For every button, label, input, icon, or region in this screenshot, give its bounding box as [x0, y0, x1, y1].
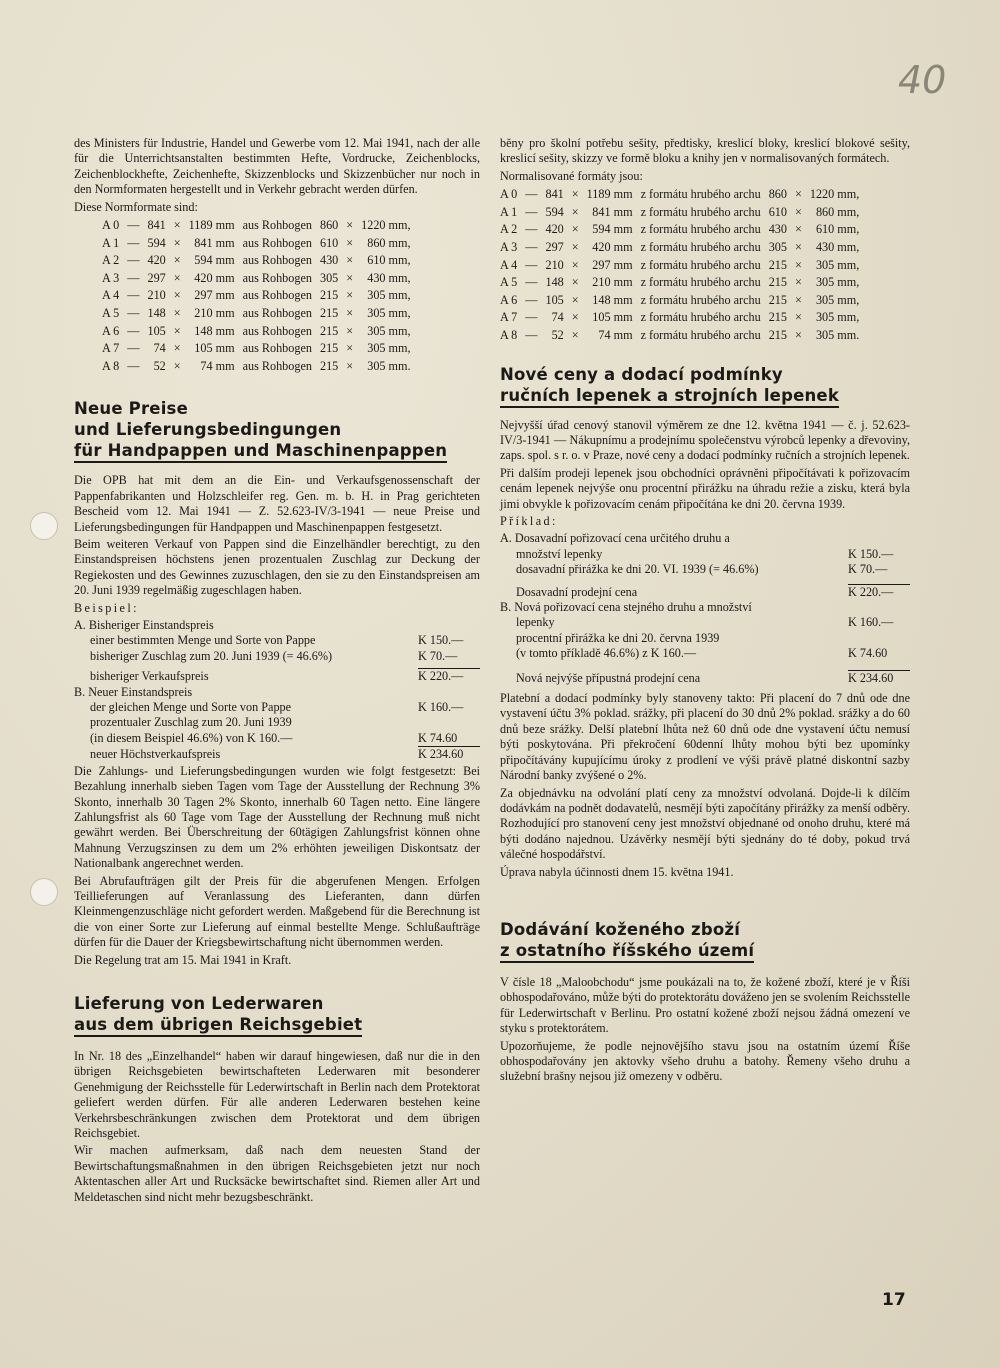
- sheet-width: 860: [319, 218, 339, 233]
- calc-label: procentní přirážka ke dni 20. června 1939: [516, 630, 720, 645]
- times-sign: ×: [571, 257, 579, 272]
- format-height: 297 mm: [194, 288, 235, 303]
- format-source: aus Rohbogen: [242, 358, 312, 373]
- times-sign: ×: [571, 187, 579, 202]
- times-sign: ×: [346, 253, 354, 268]
- format-name: A 3: [102, 270, 120, 285]
- example-label: Beispiel:: [74, 600, 139, 615]
- sheet-width: 305: [768, 240, 787, 254]
- format-dash: —: [127, 341, 140, 356]
- times-sign: ×: [571, 222, 579, 237]
- sheet-height: 1220 mm,: [361, 218, 411, 233]
- format-source: z formátu hrubého archu: [640, 240, 761, 254]
- sheet-height: 305 mm,: [815, 257, 860, 272]
- format-dash: —: [525, 222, 538, 237]
- sheet-height: 305 mm,: [367, 306, 411, 320]
- format-row: [496, 292, 863, 310]
- format-height: 420 mm: [194, 270, 235, 285]
- format-name: A 4: [500, 257, 518, 272]
- section-heading: [500, 920, 910, 963]
- format-row: [496, 257, 863, 275]
- paragraph: Nejvyšší úřad cenový stanovil výměrem ze dne 12. května 1941 — č. j. 52.623-IV/3-1941 — Nákupnímu a prodejnímu společenstvu výrobců lepenky a dřevoviny, zaps. spol. s r. o. v Praze, nové ceny a dodací podmínky ručních a strojních lepenek.: [500, 417, 910, 463]
- format-name: A 7: [102, 341, 120, 356]
- sheet-width: 215: [768, 327, 787, 342]
- format-width: 297: [147, 270, 166, 285]
- times-sign: ×: [794, 327, 802, 342]
- format-width: 74: [551, 310, 564, 325]
- page-number: 17: [882, 1290, 906, 1310]
- format-dash: —: [525, 187, 538, 202]
- heading-line: Neue Preise: [74, 399, 188, 419]
- format-row: [496, 274, 863, 292]
- times-sign: ×: [571, 275, 579, 290]
- format-dash: —: [127, 323, 140, 338]
- calc-heading: B. Neuer Einstandspreis: [74, 684, 193, 699]
- sheet-width: 215: [319, 358, 339, 373]
- calc-label: (in diesem Beispiel 46.6%) von K 160.—: [90, 730, 293, 745]
- format-source: aus Rohbogen: [242, 306, 312, 320]
- calc-label: dosavadní přirážka ke dni 20. VI. 1939 (= 46.6%): [516, 562, 759, 577]
- format-width: 841: [147, 218, 166, 233]
- format-name: A 1: [102, 235, 120, 250]
- sheet-height: 305 mm.: [367, 358, 411, 373]
- format-width: 52: [551, 327, 564, 342]
- format-name: A 1: [500, 204, 518, 219]
- times-sign: ×: [571, 327, 579, 342]
- calc-heading: A. Dosavadní pořizovací cena určitého druhu a: [500, 531, 730, 546]
- times-sign: ×: [794, 275, 802, 290]
- format-height: 148 mm: [592, 292, 633, 307]
- times-sign: ×: [346, 235, 354, 250]
- format-width: 74: [153, 341, 166, 356]
- calc-label: množství lepenky: [516, 546, 603, 561]
- sheet-height: 610 mm,: [367, 253, 411, 268]
- heading-line: und Lieferungsbedingungen: [74, 420, 342, 440]
- sheet-height: 860 mm,: [815, 204, 860, 219]
- format-row: [496, 309, 863, 327]
- sheet-height: 305 mm,: [367, 323, 411, 338]
- format-source: z formátu hrubého archu: [640, 257, 761, 272]
- calc-amount: K 234.60: [418, 746, 480, 762]
- times-sign: ×: [794, 257, 802, 272]
- format-width: 420: [545, 222, 564, 237]
- format-name: A 6: [102, 323, 120, 338]
- formats-intro: Normalisované formáty jsou:: [500, 168, 643, 183]
- example-calculation: [500, 531, 910, 686]
- calc-label: prozentualer Zuschlag zum 20. Juni 1939: [90, 715, 292, 730]
- intro-paragraph: běny pro školní potřebu sešity, předtisky, kreslicí bloky, kreslicí blokové sešity, kreslicí sešity, skizzy ve formě bloku a knihy jen v normalisovaných formátech.: [500, 136, 910, 166]
- format-width: 297: [545, 240, 564, 254]
- times-sign: ×: [794, 310, 802, 325]
- format-name: A 7: [500, 310, 518, 325]
- sheet-height: 610 mm,: [815, 222, 860, 237]
- times-sign: ×: [346, 270, 354, 285]
- calc-amount: K 70.—: [848, 562, 888, 577]
- format-height: 74 mm: [598, 327, 633, 342]
- times-sign: ×: [173, 253, 181, 268]
- sheet-width: 215: [319, 306, 339, 320]
- format-height: 420 mm: [592, 240, 633, 254]
- times-sign: ×: [173, 235, 181, 250]
- heading-line: für Handpappen und Maschinenpappen: [74, 441, 447, 463]
- sheet-height: 305 mm,: [815, 310, 860, 325]
- german-column: [74, 136, 480, 1207]
- section-heading: [74, 399, 480, 463]
- paragraph: In Nr. 18 des „Einzelhandel“ haben wir darauf hingewiesen, daß nur die in den übrigen Reichsgebieten bewirtschafteten Lederwaren mit besonderer Genehmigung der Reichsstelle für Lederwirtschaft in Berlin nach dem Protektorat geliefert werden dürfen. Für alle anderen Lederwaren bestehen keine Verkehrsbeschränkungen zwischen dem Protektorat und dem übrigen Reichsgebiet.: [74, 1048, 480, 1140]
- times-sign: ×: [794, 222, 802, 237]
- sheet-width: 610: [319, 235, 339, 250]
- format-name: A 2: [500, 222, 518, 237]
- times-sign: ×: [571, 240, 579, 254]
- times-sign: ×: [173, 288, 181, 303]
- format-source: z formátu hrubého archu: [640, 292, 761, 307]
- paragraph: Die OPB hat mit dem an die Ein- und Verkaufsgenossenschaft der Pappenfabrikanten und Holzschleifer reg. Gen. m. b. H. in Prag gerichteten Bescheid vom 12. Mai 1941 — Z. 52.623-IV/3-1941 — neue Preise und Lieferungsbedingungen für Handpappen und Maschinenpappen festgesetzt.: [74, 473, 480, 534]
- format-dash: —: [127, 270, 140, 285]
- format-width: 148: [147, 306, 166, 320]
- format-dash: —: [127, 306, 140, 320]
- paragraph: Beim weiteren Verkauf von Pappen sind die Einzelhändler berechtigt, zu den Einstandspreisen höchstens jenen prozentualen Zuschlag zur Deckung der Regiekosten und des Gewinnes zuzuschlagen, den sie zu den Einstandspreisen am 20. Juni 1939 regelmäßig zugeschlagen haben.: [74, 537, 480, 598]
- example-calculation: [74, 618, 480, 763]
- section-heading: [500, 365, 910, 408]
- sheet-height: 305 mm,: [367, 288, 411, 303]
- heading-line: ručních lepenek a strojních lepenek: [500, 386, 839, 408]
- calc-label: einer bestimmten Menge und Sorte von Pappe: [90, 633, 316, 648]
- format-source: aus Rohbogen: [242, 235, 312, 250]
- format-dash: —: [525, 292, 538, 307]
- paragraph: Úprava nabyla účinnosti dnem 15. května 1941.: [500, 864, 734, 879]
- format-row: [496, 204, 863, 222]
- format-name: A 3: [500, 240, 518, 254]
- format-width: 148: [545, 275, 564, 290]
- punch-hole-bottom: [30, 878, 58, 906]
- calc-amount: K 234.60: [848, 670, 910, 686]
- times-sign: ×: [173, 306, 181, 320]
- times-sign: ×: [571, 204, 579, 219]
- format-width: 105: [545, 292, 564, 307]
- format-height: 594 mm: [592, 222, 633, 237]
- calc-amount: K 74.60: [848, 646, 888, 661]
- sheet-height: 860 mm,: [367, 235, 411, 250]
- sheet-width: 215: [768, 292, 787, 307]
- format-source: aus Rohbogen: [242, 270, 312, 285]
- sheet-height: 430 mm,: [815, 240, 860, 254]
- punch-hole-top: [30, 512, 58, 540]
- handwritten-page-number: 40: [898, 58, 947, 102]
- format-width: 594: [545, 204, 564, 219]
- format-source: z formátu hrubého archu: [640, 222, 761, 237]
- format-source: z formátu hrubého archu: [640, 204, 761, 219]
- format-height: 1189 mm: [188, 218, 235, 233]
- sheet-width: 430: [768, 222, 787, 237]
- calc-amount: K 150.—: [848, 546, 894, 561]
- sheet-height: 305 mm,: [815, 292, 860, 307]
- calc-amount: K 160.—: [418, 700, 464, 715]
- format-dash: —: [127, 288, 140, 303]
- format-source: aus Rohbogen: [242, 341, 312, 356]
- times-sign: ×: [794, 292, 802, 307]
- calc-amount: K 74.60: [418, 730, 458, 745]
- format-height: 841 mm: [194, 235, 235, 250]
- times-sign: ×: [571, 292, 579, 307]
- section-heading: [74, 994, 480, 1037]
- sheet-width: 215: [768, 275, 787, 290]
- format-name: A 0: [102, 218, 120, 233]
- calc-amount: K 70.—: [418, 648, 458, 663]
- format-dash: —: [127, 218, 140, 233]
- format-name: A 8: [500, 327, 518, 342]
- format-row: [98, 235, 415, 253]
- heading-line: aus dem übrigen Reichsgebiet: [74, 1015, 362, 1037]
- heading-line: Lieferung von Lederwaren: [74, 993, 324, 1013]
- sheet-width: 215: [319, 341, 339, 356]
- sheet-width: 430: [319, 253, 339, 268]
- format-source: z formátu hrubého archu: [640, 327, 761, 342]
- format-height: 210 mm: [592, 275, 633, 290]
- format-height: 841 mm: [592, 204, 633, 219]
- format-width: 105: [147, 323, 166, 338]
- sheet-width: 215: [319, 323, 339, 338]
- calc-label: Dosavadní prodejní cena: [516, 584, 638, 599]
- formats-intro: Diese Normformate sind:: [74, 199, 198, 214]
- format-source: z formátu hrubého archu: [640, 187, 761, 202]
- paragraph: Upozorňujeme, že podle nejnovějšího stavu jsou na ostatním území Říše obhospodařovány jen aktovky všeho druhu a batohy. Řemeny všeho druhu a služební brašny nejsou již omezeny v odběru.: [500, 1038, 910, 1084]
- sheet-width: 610: [768, 204, 787, 219]
- calc-heading: A. Bisheriger Einstandspreis: [74, 618, 214, 633]
- sheet-width: 215: [319, 288, 339, 303]
- times-sign: ×: [346, 288, 354, 303]
- format-name: A 5: [102, 306, 120, 320]
- times-sign: ×: [173, 323, 181, 338]
- heading-line: Nové ceny a dodací podmínky: [500, 364, 783, 384]
- format-height: 1189 mm: [586, 187, 633, 202]
- format-height: 594 mm: [194, 253, 235, 268]
- times-sign: ×: [571, 310, 579, 325]
- times-sign: ×: [346, 218, 354, 233]
- paragraph: Za objednávku na odvolání platí ceny za množství odvolaná. Dojde-li k dílčím dodávkám na podnět dodavatelů, nesmějí býti započítány přirážky za menší odběry. Rozhodující pro stanovení ceny jest množství objednané od onoho druhu, které má býti dodáno najednou. Uzávěrky nesmějí býti sjednány do té doby, pokud trvá válečné hospodářství.: [500, 785, 910, 862]
- heading-line: Dodávání koženého zboží: [500, 919, 741, 939]
- format-row: [98, 270, 415, 288]
- times-sign: ×: [794, 204, 802, 219]
- sheet-width: 215: [768, 257, 787, 272]
- format-source: aus Rohbogen: [242, 253, 312, 268]
- format-name: A 5: [500, 275, 518, 290]
- format-height: 210 mm: [194, 306, 235, 320]
- format-source: z formátu hrubého archu: [640, 310, 761, 325]
- calc-amount: K 160.—: [848, 615, 894, 630]
- format-width: 52: [153, 358, 166, 373]
- format-row: [98, 340, 415, 358]
- times-sign: ×: [346, 323, 354, 338]
- format-height: 105 mm: [194, 341, 235, 356]
- format-row: [98, 217, 415, 235]
- format-dash: —: [127, 253, 140, 268]
- format-name: A 4: [102, 288, 120, 303]
- format-source: aus Rohbogen: [242, 288, 312, 303]
- paragraph: Wir machen aufmerksam, daß nach dem neuesten Stand der Bewirtschaftungsmaßnahmen in den übrigen Reichsgebieten jetzt nur noch Aktentaschen aller Art und Rucksäcke bewirtschaftet sind. Riemen aller Art und Meldetaschen sind nicht mehr bezugsbeschränkt.: [74, 1143, 480, 1204]
- format-row: [98, 252, 415, 270]
- intro-paragraph: des Ministers für Industrie, Handel und Gewerbe vom 12. Mai 1941, nach der alle für die Unterrichtsanstalten bestimmten Hefte, Vordrucke, Zeichenblocks, Zeichenblockhefte, Zeichenhefte, Skizzenblocks und Skizzenbücher nur noch in den Normformaten hergestellt und in Verkehr gebracht werden dürfen.: [74, 136, 480, 197]
- calc-heading: B. Nová pořizovací cena stejného druhu a množství: [500, 600, 752, 615]
- sheet-width: 215: [768, 310, 787, 325]
- calc-amount: K 220.—: [418, 668, 480, 684]
- times-sign: ×: [173, 218, 181, 233]
- format-dash: —: [127, 358, 140, 373]
- times-sign: ×: [346, 341, 354, 356]
- format-dash: —: [525, 240, 538, 254]
- calc-label: Nová nejvýše přípustná prodejní cena: [516, 670, 701, 685]
- calc-label: (v tomto příkladě 46.6%) z K 160.—: [516, 646, 697, 661]
- format-width: 210: [147, 288, 166, 303]
- calc-label: neuer Höchstverkaufspreis: [90, 747, 221, 762]
- calc-label: lepenky: [516, 615, 555, 630]
- format-row: [98, 287, 415, 305]
- sheet-height: 1220 mm,: [809, 187, 860, 202]
- format-dash: —: [525, 310, 538, 325]
- format-row: [496, 221, 863, 239]
- format-table: [98, 217, 415, 375]
- format-height: 297 mm: [592, 257, 633, 272]
- format-name: A 2: [102, 253, 120, 268]
- format-width: 841: [545, 187, 564, 202]
- format-source: aus Rohbogen: [242, 323, 312, 338]
- paragraph: Die Zahlungs- und Lieferungsbedingungen wurden wie folgt festgesetzt: Bei Bezahlung innerhalb sieben Tagen vom Tage der Ausstellung der Rechnung 3% Skonto, innerhalb 30 Tagen 2% Skonto, innerhalb 60 Tagen netto. Eine längere Zahlungsfrist als 60 Tage vom Tage der Ausstellung der Rechnung muß nicht gewährt werden. Bei Überschreitung der 60tägigen Zahlungsfrist können ohne Mahnung Verzugszinsen zu dem um 2% erhöhten jeweiligen Diskontsatz der Nationalbank angerechnet werden.: [74, 763, 480, 871]
- format-row: [98, 358, 415, 376]
- format-row: [98, 323, 415, 341]
- heading-line: z ostatního říšského území: [500, 941, 754, 963]
- czech-column: [500, 136, 910, 1087]
- calc-amount: K 220.—: [848, 584, 910, 600]
- calc-label: bisheriger Zuschlag zum 20. Juni 1939 (= 46.6%): [90, 648, 333, 663]
- times-sign: ×: [173, 341, 181, 356]
- paragraph: V čísle 18 „Maloobchodu“ jsme poukázali na to, že kožené zboží, které je v Říši obhospodařováno, může býti do protektorátu dováženo jen se svolením Reichsstelle für Lederwirtschaft v Berlinu. Pro ostatní kožené zboží nejsou žádná omezení ve styku s protektorátem.: [500, 974, 910, 1036]
- format-dash: —: [127, 235, 140, 250]
- paragraph: Při dalším prodeji lepenek jsou obchodníci oprávněni připočítávati k pořizovacím cenám lepenek nejvýše onu procentní přirážku na úhradu režie a zisku, která byla jimi obvykle k pořizovacím cenám připočítána ke dni 20. června 1939.: [500, 465, 910, 511]
- sheet-height: 305 mm,: [367, 341, 411, 356]
- format-source: z formátu hrubého archu: [640, 275, 761, 290]
- format-width: 420: [147, 253, 166, 268]
- format-name: A 6: [500, 292, 518, 307]
- times-sign: ×: [794, 240, 802, 254]
- paragraph: Bei Abrufaufträgen gilt der Preis für die abgerufenen Mengen. Erfolgen Teillieferungen auf Veranlassung des Lieferanten, dann dürfen Kleinmengenzuschläge nicht gefordert werden. Maßgebend für die Berechnung ist die von einer Sorte zur Lieferung auf einmal bestellte Menge. Schlußaufträge dürfen für die Dauer der Kriegsbewirtschaftung nicht übernommen werden.: [74, 873, 480, 950]
- calc-label: bisheriger Verkaufspreis: [90, 669, 209, 684]
- format-width: 210: [545, 257, 564, 272]
- sheet-width: 860: [768, 187, 787, 202]
- format-height: 74 mm: [200, 358, 235, 373]
- format-height: 105 mm: [592, 310, 633, 325]
- times-sign: ×: [346, 358, 354, 373]
- times-sign: ×: [173, 358, 181, 373]
- paragraph: Die Regelung trat am 15. Mai 1941 in Kraft.: [74, 952, 292, 967]
- format-dash: —: [525, 204, 538, 219]
- sheet-height: 305 mm.: [815, 327, 860, 342]
- format-name: A 0: [500, 187, 518, 202]
- example-label: Příklad:: [500, 514, 558, 528]
- format-row: [98, 305, 415, 323]
- format-dash: —: [525, 327, 538, 342]
- format-dash: —: [525, 275, 538, 290]
- times-sign: ×: [794, 187, 802, 202]
- times-sign: ×: [173, 270, 181, 285]
- format-row: [496, 186, 863, 204]
- format-source: aus Rohbogen: [242, 218, 312, 233]
- sheet-width: 305: [319, 270, 339, 285]
- paragraph: Platební a dodací podmínky byly stanoveny takto: Při placení do 7 dnů ode dne vystavení účtu 3% poklad. srážky, při placení do 30 dnů 2% poklad. srážky a do 60 dnů beze srážky. Delší platební lhůta než 60 dnů ode dne vystavení účtu nemusí býti poskytována. Při překročení 60denní lhůty mohou býti bez upomínky připočítávány kupujícímu úroky z prodlení ve výši právě platné diskontní sazby Národní banky zvýšené o 2%.: [500, 691, 910, 783]
- calc-amount: K 150.—: [418, 633, 464, 648]
- times-sign: ×: [346, 306, 354, 320]
- sheet-height: 305 mm,: [815, 275, 860, 290]
- format-width: 594: [147, 235, 166, 250]
- format-height: 148 mm: [194, 323, 235, 338]
- format-table: [496, 186, 863, 344]
- format-row: [496, 327, 863, 345]
- format-dash: —: [525, 257, 538, 272]
- format-name: A 8: [102, 358, 120, 373]
- sheet-height: 430 mm,: [367, 270, 411, 285]
- calc-label: der gleichen Menge und Sorte von Pappe: [90, 700, 292, 715]
- format-row: [496, 239, 863, 257]
